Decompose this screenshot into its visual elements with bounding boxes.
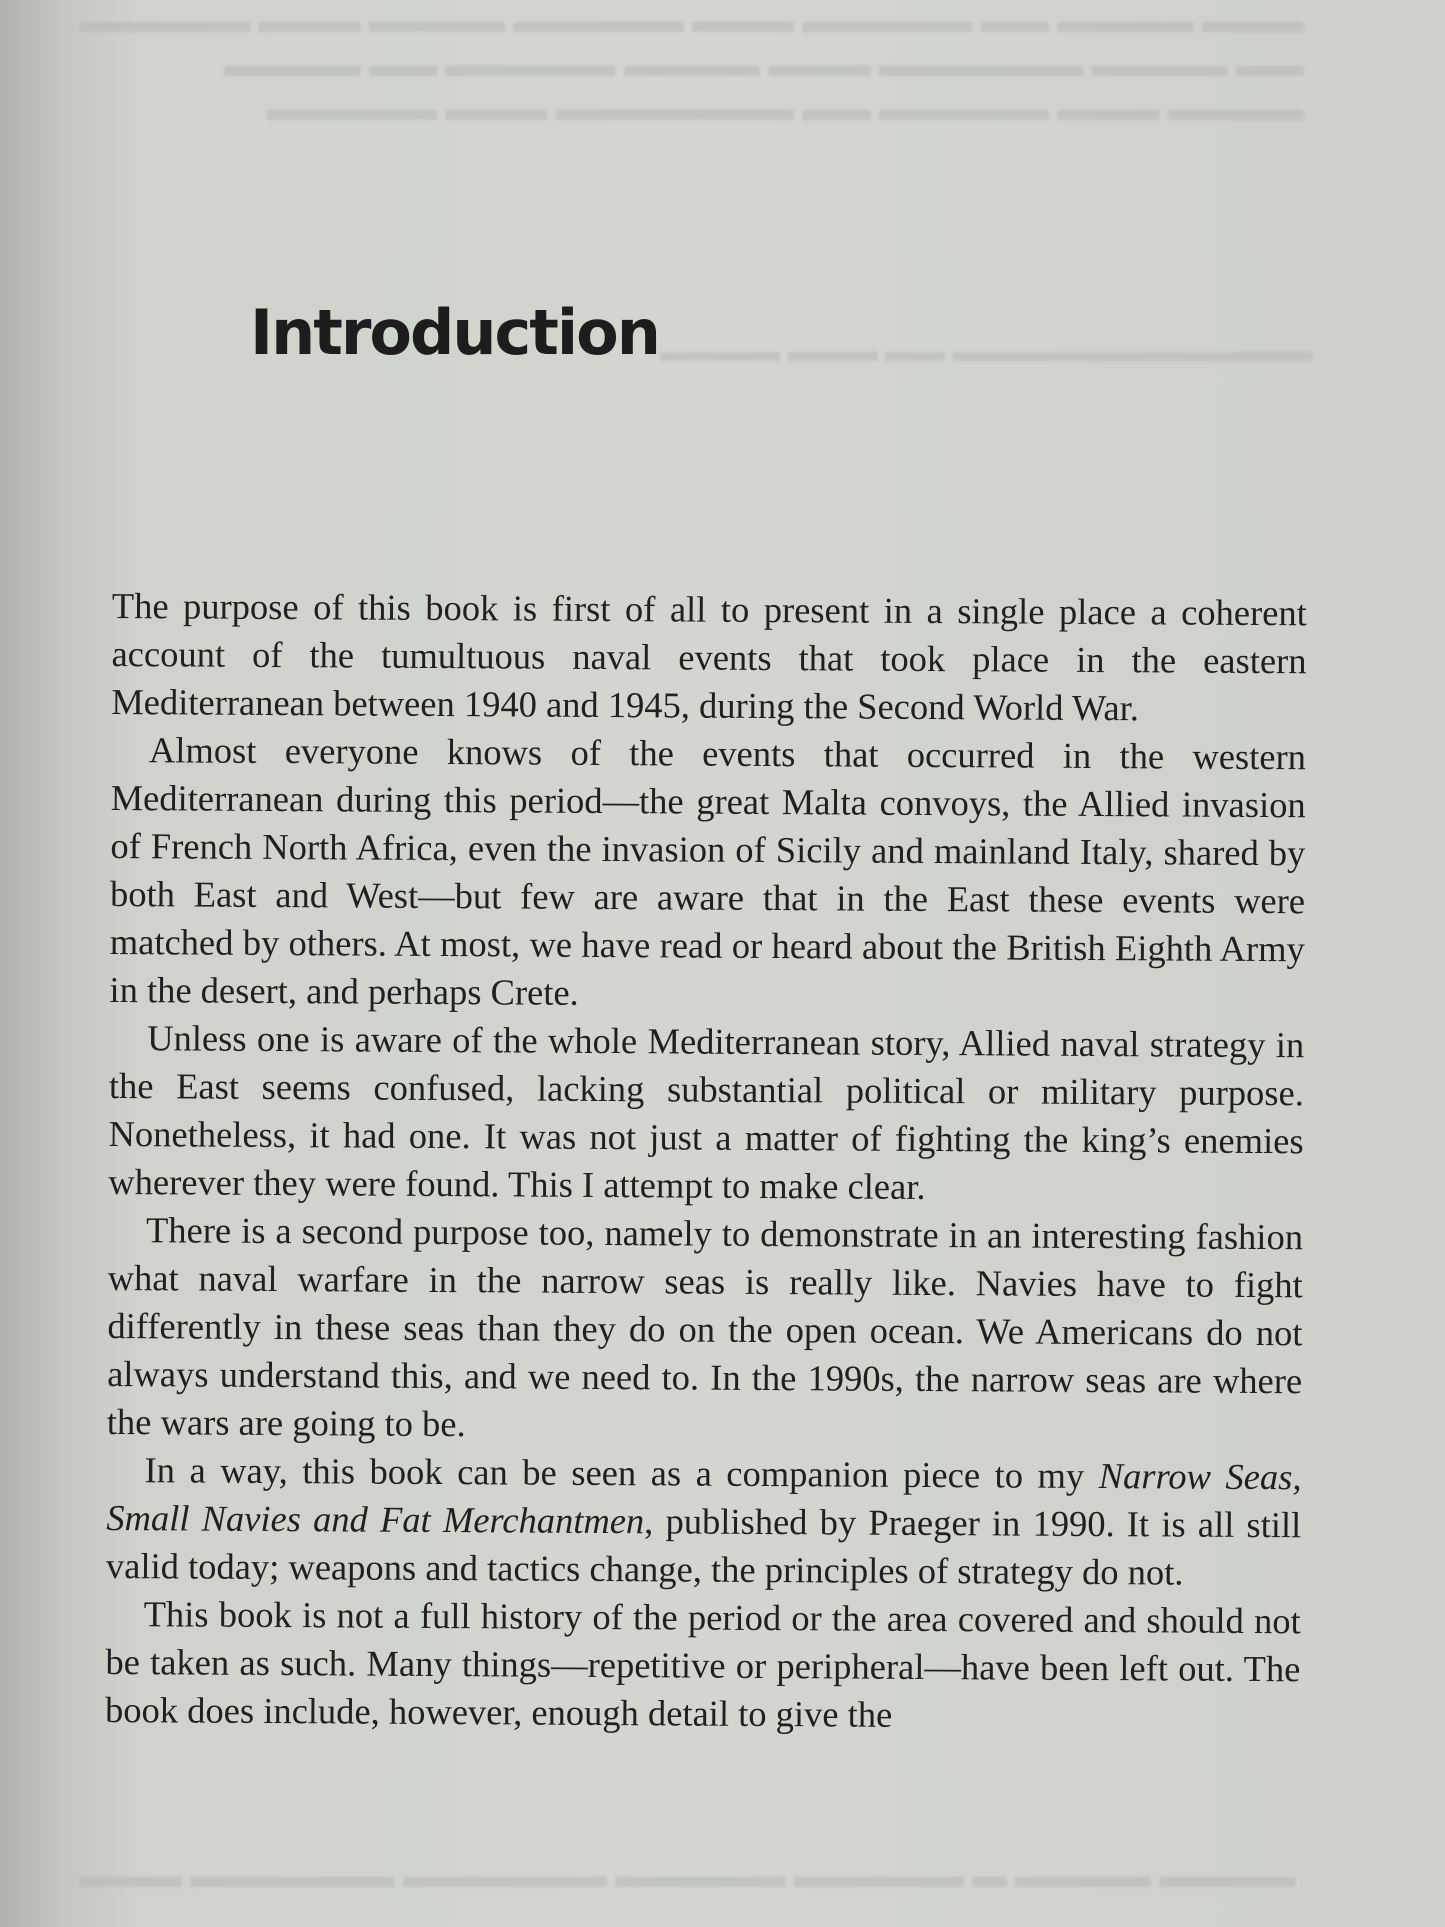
- paragraph-text: In a way, this book can be seen as a companion piece to my: [144, 1449, 1099, 1497]
- paragraph: Unless one is aware of the whole Mediterranean story, Allied naval strategy in the East seems confused, lacking substantial political or military purpose. Nonetheless, it had one. It was not just a matter of fighting the king’s enemies wherever they were found. This I attempt to make clear.: [108, 1017, 1305, 1207]
- paragraph: The purpose of this book is first of all to present in a single place a coherent account of the tumultuous naval events that took place in the eastern Mediterranean between 1940 and 1945, during the Second World War.: [111, 584, 1307, 729]
- book-title-italic: Narrow Seas, Small Navies and Fat Merchantmen: [106, 1455, 1302, 1542]
- paragraph: Almost everyone knows of the events that occurred in the western Mediterranean during this period—the great Malta convoys, the Allied invasion of French North Africa, even the invasion of Sicily and mainland Italy, shared by both East and West—but few are aware that in the East these events were matched by others. At most, we have read or heard about the British Eighth Army in the desert, and perhaps Crete.: [109, 729, 1307, 1013]
- show-through-text-bottom: ▬▬▬▬ ▬▬▬▬ ▬ ▬▬▬▬▬ ▬▬▬▬▬ ▬▬▬▬▬▬ ▬▬▬▬▬▬ ▬▬▬: [80, 1858, 1296, 1895]
- paragraph-text: , published by Praeger in 1990. It is all still valid today; weapons and tactics change, the principles of strategy do not.: [105, 1500, 1302, 1593]
- chapter-title: Introduction: [250, 296, 659, 369]
- paragraph: This book is not a full history of the period or the area covered and should not be taken as such. Many things—repetitive or peripheral—have been left out. The book does include, however, enough detail to give the: [104, 1593, 1301, 1735]
- paragraph: [106, 1446, 1302, 1597]
- body-text: [105, 582, 1307, 1741]
- show-through-heading: ▬▬▬▬▬▬▬▬▬▬▬▬ ▬▬ ▬▬▬ ▬▬▬▬: [660, 335, 1313, 368]
- show-through-text-top: ▬▬▬ ▬▬▬▬ ▬▬ ▬▬▬▬▬ ▬▬▬ ▬▬▬▬▬ ▬▬▬▬ ▬▬▬ ▬▬▬▬▬ ▬▬ ▬▬▬▬ ▬▬▬▬▬▬ ▬▬▬ ▬▬▬▬ ▬▬▬▬▬ ▬▬ ▬▬▬▬ ▬▬▬▬ ▬▬▬ ▬▬▬▬▬ ▬▬ ▬▬▬▬▬▬▬ ▬▬▬ ▬▬▬▬▬: [80, 3, 1304, 128]
- paragraph: There is a second purpose too, namely to demonstrate in an interesting fashion what naval warfare in the narrow seas is really like. Navies have to fight differently in these seas than they do on the open ocean. We Americans do not always understand this, and we need to. In the 1990s, the narrow seas are where the wars are going to be.: [106, 1209, 1304, 1445]
